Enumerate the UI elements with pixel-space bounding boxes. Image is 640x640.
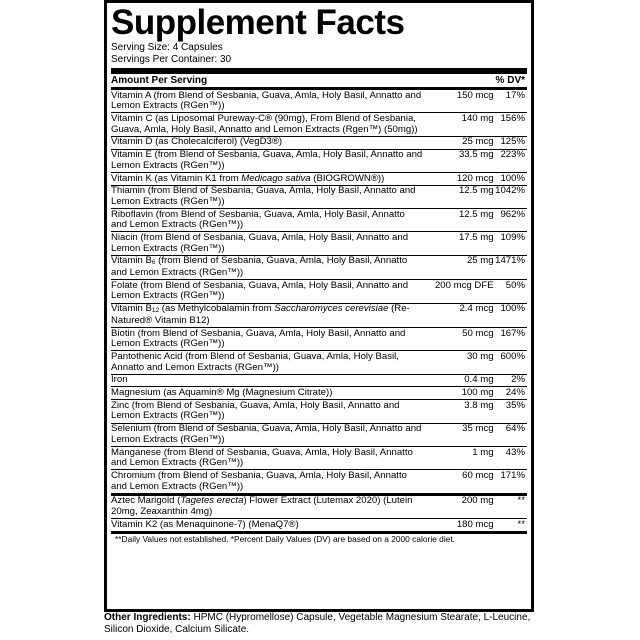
supplement-facts-panel <box>104 0 534 612</box>
nutrient-dv: 1042% <box>495 185 525 197</box>
nutrient-row <box>111 493 527 518</box>
nutrient-row <box>111 386 527 399</box>
nutrient-amount: 33.5 mg <box>458 149 494 161</box>
nutrient-name: Vitamin B12 (as Methylcobalamin from Saccharomyces cerevisiae (Re-Natured® Vitamin B12) <box>111 303 410 326</box>
nutrient-amount: 200 mcg DFE <box>434 279 494 291</box>
other-ingredients-text: HPMC (Hypromellose) Capsule, Vegetable Magnesium Stearate, L-Leucine, Silicon Dioxide, Calcium Silicate. <box>104 612 531 635</box>
nutrient-amount: 0.4 mg <box>464 374 494 386</box>
nutrient-dv: 100% <box>500 172 525 184</box>
dv-header: % DV* <box>495 74 525 86</box>
nutrient-dv: 35% <box>505 399 525 411</box>
nutrient-dv: 167% <box>500 327 525 339</box>
nutrient-amount: 30 mg <box>466 350 494 362</box>
nutrient-row <box>111 208 527 231</box>
serving-size: Serving Size: 4 Capsules <box>111 42 223 53</box>
nutrient-amount: 25 mg <box>466 255 494 267</box>
nutrient-amount: 60 mcg <box>462 469 494 481</box>
panel-title: Supplement Facts <box>111 3 405 42</box>
nutrient-name: Pantothenic Acid (from Blend of Sesbania, Guava, Amla, Holy Basil, Annatto and Lemon Extracts (RGen™)) <box>111 350 399 373</box>
nutrient-dv: 43% <box>505 446 525 458</box>
nutrient-amount: 25 mcg <box>462 136 494 148</box>
nutrient-name: Vitamin B6 (from Blend of Sesbania, Guava, Amla, Holy Basil, Annatto and Lemon Extracts (RGen™)) <box>111 255 408 278</box>
nutrient-amount: 140 mg <box>461 112 494 124</box>
nutrient-name: Magnesium (as Aquamin® Mg (Magnesium Citrate)) <box>111 387 333 399</box>
nutrient-row <box>111 350 527 373</box>
nutrient-amount: 12.5 mg <box>458 208 494 220</box>
nutrient-row <box>111 303 527 327</box>
other-ingredients-label: Other Ingredients: <box>104 612 191 623</box>
column-header <box>111 74 527 87</box>
nutrient-row <box>111 327 527 350</box>
nutrient-dv: 24% <box>505 387 525 399</box>
nutrient-name: Vitamin K2 (as Menaquinone-7) (MenaQ7®) <box>111 518 299 530</box>
nutrient-row <box>111 112 527 135</box>
nutrient-amount: 180 mcg <box>456 518 494 530</box>
nutrient-dv: ** <box>517 495 525 507</box>
nutrient-dv: 2% <box>511 374 525 386</box>
nutrient-row <box>111 469 527 492</box>
nutrient-table <box>111 90 527 531</box>
nutrient-row <box>111 279 527 302</box>
nutrient-row <box>111 423 527 446</box>
nutrient-dv: 109% <box>500 232 525 244</box>
nutrient-amount: 200 mg <box>461 495 494 507</box>
nutrient-amount: 2.4 mcg <box>459 303 494 315</box>
nutrient-dv: 17% <box>505 89 525 101</box>
nutrient-name: Zinc (from Blend of Sesbania, Guava, Amla, Holy Basil, Annatto and Lemon Extracts (RGen™)) <box>111 399 400 422</box>
nutrient-name: Biotin (from Blend of Sesbania, Guava, Amla, Holy Basil, Annatto and Lemon Extracts (RGen™)) <box>111 327 406 350</box>
nutrient-row <box>111 446 527 469</box>
nutrient-amount: 150 mcg <box>456 89 494 101</box>
nutrient-amount: 35 mcg <box>462 423 494 435</box>
nutrient-name: Aztec Marigold (Tagetes erecta) Flower Extract (Lutemax 2020) (Lutein 20mg, Zeaxanthin 4mg) <box>111 495 413 517</box>
nutrient-name: Folate (from Blend of Sesbania, Guava, Amla, Holy Basil, Annatto and Lemon Extracts (RGen™)) <box>111 279 409 302</box>
nutrient-dv: ** <box>517 518 525 530</box>
nutrient-row <box>111 136 527 149</box>
nutrient-name: Niacin (from Blend of Sesbania, Guava, Amla, Holy Basil, Annatto and Lemon Extracts (RGen™)) <box>111 232 409 254</box>
nutrient-row <box>111 255 527 279</box>
footnote: **Daily Values not established. *Percent Daily Values (DV) are based on a 2000 calorie diet. <box>115 533 455 544</box>
nutrient-row <box>111 172 527 185</box>
nutrient-row <box>111 399 527 422</box>
nutrient-name: Thiamin (from Blend of Sesbania, Guava, Amla, Holy Basil, Annatto and Lemon Extracts (RGen™)) <box>111 185 416 207</box>
nutrient-name: Manganese (from Blend of Sesbania, Guava, Amla, Holy Basil, Annatto and Lemon Extracts (RGen™)) <box>111 446 413 469</box>
nutrient-row <box>111 374 527 387</box>
amount-per-serving-header: Amount Per Serving <box>111 74 208 86</box>
nutrient-amount: 17.5 mg <box>458 232 494 244</box>
nutrient-row <box>111 231 527 254</box>
nutrient-dv: 125% <box>500 136 525 148</box>
nutrient-amount: 120 mcg <box>456 172 494 184</box>
other-ingredients <box>104 612 540 635</box>
nutrient-name: Vitamin A (from Blend of Sesbania, Guava, Amla, Holy Basil, Annatto and Lemon Extracts (RGen™)) <box>111 89 422 112</box>
nutrient-dv: 600% <box>500 350 525 362</box>
nutrient-amount: 1 mg <box>472 446 494 458</box>
nutrient-dv: 156% <box>500 112 525 124</box>
nutrient-dv: 100% <box>500 303 525 315</box>
nutrient-name: Vitamin K (as Vitamin K1 from Medicago sativa (BIOGROWN®)) <box>111 172 385 184</box>
nutrient-name: Vitamin C (as Liposomal Pureway-C® (90mg), From Blend of Sesbania, Guava, Amla, Holy Basil, Annatto and Lemon Extracts (Rgen™) (50mg)) <box>111 112 418 135</box>
nutrient-name: Vitamin E (from Blend of Sesbania, Guava, Amla, Holy Basil, Annatto and Lemon Extracts (RGen™)) <box>111 149 423 171</box>
nutrient-amount: 100 mg <box>461 387 494 399</box>
nutrient-dv: 171% <box>500 469 525 481</box>
nutrient-name: Chromium (from Blend of Sesbania, Guava, Amla, Holy Basil, Annatto and Lemon Extracts (RGen™)) <box>111 469 407 492</box>
servings-per-container: Servings Per Container: 30 <box>111 53 232 65</box>
nutrient-row <box>111 149 527 172</box>
nutrient-dv: 962% <box>500 208 525 220</box>
nutrient-row <box>111 518 527 531</box>
nutrient-amount: 3.8 mg <box>464 399 494 411</box>
nutrient-amount: 50 mcg <box>462 327 494 339</box>
nutrient-amount: 12.5 mg <box>458 185 494 197</box>
nutrient-dv: 1471% <box>495 255 525 267</box>
nutrient-dv: 64% <box>505 423 525 435</box>
nutrient-name: Riboflavin (from Blend of Sesbania, Guava, Amla, Holy Basil, Annatto and Lemon Extracts (RGen™)) <box>111 208 405 231</box>
nutrient-row <box>111 185 527 208</box>
nutrient-dv: 223% <box>500 149 525 161</box>
nutrient-name: Iron <box>111 374 128 386</box>
nutrient-dv: 50% <box>505 279 525 291</box>
nutrient-name: Vitamin D (as Cholecalciferol) (VegD3®) <box>111 136 283 148</box>
nutrient-row <box>111 90 527 112</box>
nutrient-name: Selenium (from Blend of Sesbania, Guava, Amla, Holy Basil, Annatto and Lemon Extracts (RGen™)) <box>111 423 422 445</box>
